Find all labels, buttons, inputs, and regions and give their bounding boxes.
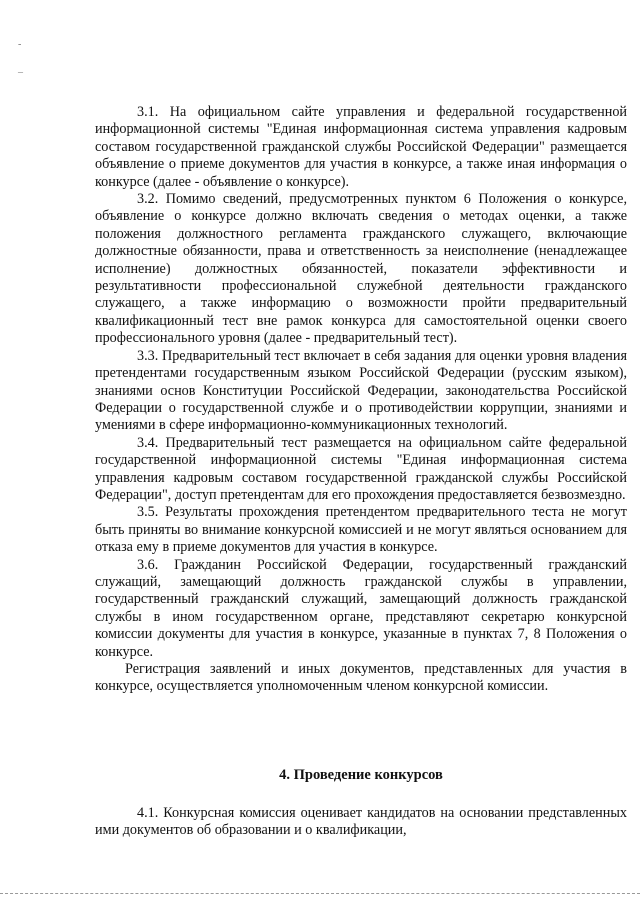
paragraph-3-5: 3.5. Результаты прохождения претендентом предварительного теста не могут быть приняты во внимание конкурсной комиссией и не могут являться основанием для отказа ему в приеме документов для участия в конкурсе. [95,504,627,556]
margin-mark: - [18,39,22,50]
paragraph-3-6: 3.6. Гражданин Российской Федерации, государственный гражданский служащий, замещающий должность гражданской службы в управлении, государственный гражданский служащий, замещающий должность гражданской службы в ином государственном органе, представляют секретарю конкурсной комиссии документы для участия в конкурсе, указанные в пунктах 7, 8 Положения о конкурсе. [95,556,627,660]
paragraph-registration: Регистрация заявлений и иных документов, представленных для участия в конкурсе, осуществляется уполномоченным членом конкурсной комиссии. [95,661,627,695]
paragraph-3-2: 3.2. Помимо сведений, предусмотренных пунктом 6 Положения о конкурсе, объявление о конкурсе должно включать сведения о методах оценки, а также положения должностного регламента гражданского служащего, включающие должностные обязанности, права и ответственность за неисполнение (ненадлежащее исполнение) должностных обязанностей, показатели эффективности и результативности профессиональной служебной деятельности гражданского служащего, а также информацию о возможности пройти предварительный квалификационный тест вне рамок конкурса для самостоятельной оценки своего профессионального уровня (далее - предварительный тест). [95,191,627,347]
paragraph-4-1: 4.1. Конкурсная комиссия оценивает кандидатов на основании представленных ими документов об образовании и о квалификации, [95,805,627,839]
section-heading: 4. Проведение конкурсов [279,767,443,783]
paragraph-3-3: 3.3. Предварительный тест включает в себя задания для оценки уровня владения претендентами государственным языком Российской Федерации (русским языком), знаниями основ Конституции Российской Федерации, законодательства Российской Федерации о государственной службе и о противодействии коррупции, знаниями и умениями в сфере информационно-коммуникационных технологий. [95,347,627,434]
page-bottom-divider [0,893,640,894]
margin-mark: _ [18,63,23,74]
paragraph-3-4: 3.4. Предварительный тест размещается на официальном сайте федеральной государственной информационной системы "Единая информационная система управления кадровым составом государственной гражданской службы Российской Федерации", доступ претендентам для его прохождения предоставляется безвозмездно. [95,434,627,503]
body-text [95,104,627,696]
paragraph-3-1: 3.1. На официальном сайте управления и федеральной государственной информационной системы "Единая информационная система управления кадровым составом государственной гражданской службы Российской Федерации" размещается объявление о приеме документов для участия в конкурсе, а также иная информация о конкурсе (далее - объявление о конкурсе). [95,104,627,190]
body-text-continued [95,805,627,840]
